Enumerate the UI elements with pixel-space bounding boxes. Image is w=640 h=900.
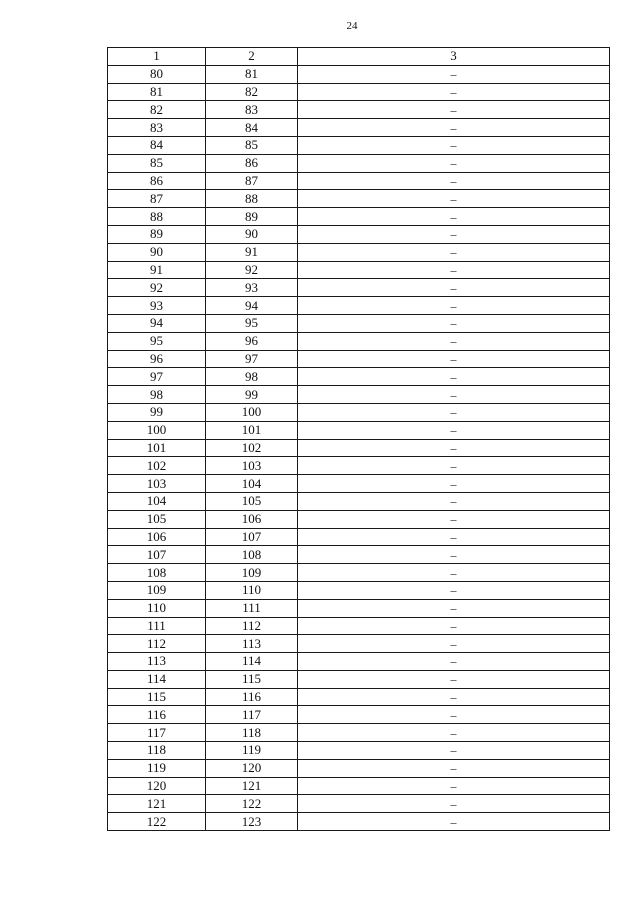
table-cell-col3: – bbox=[298, 190, 610, 208]
table-cell-col1: 106 bbox=[108, 528, 206, 546]
table-row bbox=[108, 154, 610, 172]
table-cell-col3: – bbox=[298, 350, 610, 368]
table-cell-col3: – bbox=[298, 225, 610, 243]
table-cell-col3: – bbox=[298, 279, 610, 297]
table-cell-col3: – bbox=[298, 546, 610, 564]
table-cell-col3: – bbox=[298, 332, 610, 350]
table-cell-col2: 123 bbox=[206, 813, 298, 831]
table-cell-col2: 110 bbox=[206, 581, 298, 599]
table-cell-col2: 106 bbox=[206, 510, 298, 528]
table-row bbox=[108, 457, 610, 475]
table-cell-col1: 84 bbox=[108, 136, 206, 154]
table-row bbox=[108, 350, 610, 368]
table-cell-col1: 118 bbox=[108, 742, 206, 760]
table-row bbox=[108, 190, 610, 208]
table-cell-col3: – bbox=[298, 670, 610, 688]
table-cell-col2: 117 bbox=[206, 706, 298, 724]
table-cell-col3: – bbox=[298, 314, 610, 332]
table-row bbox=[108, 297, 610, 315]
table-cell-col2: 111 bbox=[206, 599, 298, 617]
table-cell-col2: 99 bbox=[206, 386, 298, 404]
table-cell-col1: 96 bbox=[108, 350, 206, 368]
table-cell-col2: 104 bbox=[206, 475, 298, 493]
table-cell-col2: 87 bbox=[206, 172, 298, 190]
table-cell-col1: 92 bbox=[108, 279, 206, 297]
table-row bbox=[108, 759, 610, 777]
table-cell-col1: 81 bbox=[108, 83, 206, 101]
table-cell-col1: 89 bbox=[108, 225, 206, 243]
table-cell-col1: 119 bbox=[108, 759, 206, 777]
table-cell-col3: – bbox=[298, 759, 610, 777]
table-cell-col2: 108 bbox=[206, 546, 298, 564]
table-row bbox=[108, 813, 610, 831]
table-cell-col1: 121 bbox=[108, 795, 206, 813]
table-cell-col1: 102 bbox=[108, 457, 206, 475]
table-cell-col1: 85 bbox=[108, 154, 206, 172]
table-row bbox=[108, 243, 610, 261]
table-cell-col1: 104 bbox=[108, 492, 206, 510]
table-row bbox=[108, 581, 610, 599]
table-cell-col2: 86 bbox=[206, 154, 298, 172]
table-row bbox=[108, 225, 610, 243]
table-cell-col1: 86 bbox=[108, 172, 206, 190]
column-header-3: 3 bbox=[298, 48, 610, 66]
table-cell-col2: 122 bbox=[206, 795, 298, 813]
table-cell-col1: 122 bbox=[108, 813, 206, 831]
table-cell-col3: – bbox=[298, 653, 610, 671]
table-row bbox=[108, 332, 610, 350]
table-header-row bbox=[108, 48, 610, 66]
table-cell-col3: – bbox=[298, 795, 610, 813]
table-cell-col2: 92 bbox=[206, 261, 298, 279]
table-cell-col1: 112 bbox=[108, 635, 206, 653]
table-row bbox=[108, 688, 610, 706]
table-cell-col3: – bbox=[298, 742, 610, 760]
table-cell-col3: – bbox=[298, 439, 610, 457]
table-cell-col2: 102 bbox=[206, 439, 298, 457]
table-cell-col2: 82 bbox=[206, 83, 298, 101]
table-cell-col3: – bbox=[298, 635, 610, 653]
table-row bbox=[108, 724, 610, 742]
table-row bbox=[108, 617, 610, 635]
table-cell-col1: 87 bbox=[108, 190, 206, 208]
table-cell-col1: 91 bbox=[108, 261, 206, 279]
table-cell-col2: 115 bbox=[206, 670, 298, 688]
table-cell-col1: 93 bbox=[108, 297, 206, 315]
table-row bbox=[108, 635, 610, 653]
table-cell-col3: – bbox=[298, 83, 610, 101]
table-cell-col1: 113 bbox=[108, 653, 206, 671]
table-cell-col3: – bbox=[298, 386, 610, 404]
table-cell-col3: – bbox=[298, 599, 610, 617]
table-cell-col3: – bbox=[298, 777, 610, 795]
table-cell-col3: – bbox=[298, 101, 610, 119]
table-row bbox=[108, 546, 610, 564]
table-row bbox=[108, 564, 610, 582]
table-row bbox=[108, 65, 610, 83]
table-cell-col2: 112 bbox=[206, 617, 298, 635]
table-cell-col3: – bbox=[298, 581, 610, 599]
table-cell-col1: 90 bbox=[108, 243, 206, 261]
table-row bbox=[108, 279, 610, 297]
table-cell-col2: 93 bbox=[206, 279, 298, 297]
table-cell-col1: 95 bbox=[108, 332, 206, 350]
table-cell-col3: – bbox=[298, 136, 610, 154]
table-cell-col2: 116 bbox=[206, 688, 298, 706]
table-row bbox=[108, 742, 610, 760]
table-row bbox=[108, 439, 610, 457]
table-cell-col2: 81 bbox=[206, 65, 298, 83]
table-cell-col1: 116 bbox=[108, 706, 206, 724]
table-cell-col1: 111 bbox=[108, 617, 206, 635]
table-cell-col3: – bbox=[298, 261, 610, 279]
table-cell-col1: 100 bbox=[108, 421, 206, 439]
table-cell-col2: 121 bbox=[206, 777, 298, 795]
table-row bbox=[108, 172, 610, 190]
table-cell-col2: 83 bbox=[206, 101, 298, 119]
table-cell-col3: – bbox=[298, 119, 610, 137]
table-cell-col1: 97 bbox=[108, 368, 206, 386]
table-cell-col1: 114 bbox=[108, 670, 206, 688]
table-cell-col1: 120 bbox=[108, 777, 206, 795]
page-number: 24 bbox=[346, 20, 358, 32]
table-cell-col2: 100 bbox=[206, 403, 298, 421]
table-cell-col2: 109 bbox=[206, 564, 298, 582]
table-cell-col2: 85 bbox=[206, 136, 298, 154]
table-cell-col2: 119 bbox=[206, 742, 298, 760]
table-row bbox=[108, 510, 610, 528]
table-cell-col2: 103 bbox=[206, 457, 298, 475]
table-row bbox=[108, 261, 610, 279]
table-cell-col1: 117 bbox=[108, 724, 206, 742]
table-cell-col1: 107 bbox=[108, 546, 206, 564]
table-cell-col2: 90 bbox=[206, 225, 298, 243]
table-row bbox=[108, 314, 610, 332]
table-cell-col3: – bbox=[298, 457, 610, 475]
table-cell-col1: 105 bbox=[108, 510, 206, 528]
table-cell-col3: – bbox=[298, 403, 610, 421]
table-cell-col3: – bbox=[298, 297, 610, 315]
table-row bbox=[108, 653, 610, 671]
table-body bbox=[108, 65, 610, 830]
table-row bbox=[108, 706, 610, 724]
table-row bbox=[108, 368, 610, 386]
table-row bbox=[108, 492, 610, 510]
table-cell-col3: – bbox=[298, 492, 610, 510]
table-cell-col1: 110 bbox=[108, 599, 206, 617]
table-row bbox=[108, 83, 610, 101]
table-cell-col1: 103 bbox=[108, 475, 206, 493]
table-cell-col2: 84 bbox=[206, 119, 298, 137]
table-cell-col1: 109 bbox=[108, 581, 206, 599]
table-cell-col1: 94 bbox=[108, 314, 206, 332]
table-cell-col3: – bbox=[298, 688, 610, 706]
table-cell-col3: – bbox=[298, 65, 610, 83]
table-row bbox=[108, 208, 610, 226]
column-header-2: 2 bbox=[206, 48, 298, 66]
table-cell-col2: 96 bbox=[206, 332, 298, 350]
table-cell-col2: 91 bbox=[206, 243, 298, 261]
table-cell-col1: 83 bbox=[108, 119, 206, 137]
table-cell-col1: 108 bbox=[108, 564, 206, 582]
table-cell-col1: 88 bbox=[108, 208, 206, 226]
table-row bbox=[108, 136, 610, 154]
table-cell-col1: 80 bbox=[108, 65, 206, 83]
table-cell-col2: 94 bbox=[206, 297, 298, 315]
table-cell-col1: 99 bbox=[108, 403, 206, 421]
table-row bbox=[108, 101, 610, 119]
table-cell-col3: – bbox=[298, 564, 610, 582]
table-cell-col3: – bbox=[298, 724, 610, 742]
table-cell-col1: 115 bbox=[108, 688, 206, 706]
table-cell-col2: 105 bbox=[206, 492, 298, 510]
table-cell-col2: 95 bbox=[206, 314, 298, 332]
table-cell-col2: 114 bbox=[206, 653, 298, 671]
table-cell-col3: – bbox=[298, 475, 610, 493]
table-row bbox=[108, 421, 610, 439]
table-row bbox=[108, 670, 610, 688]
table-cell-col2: 88 bbox=[206, 190, 298, 208]
table-cell-col2: 97 bbox=[206, 350, 298, 368]
table-cell-col3: – bbox=[298, 368, 610, 386]
table-cell-col3: – bbox=[298, 617, 610, 635]
table-row bbox=[108, 403, 610, 421]
table-cell-col1: 98 bbox=[108, 386, 206, 404]
table-row bbox=[108, 386, 610, 404]
table-cell-col2: 89 bbox=[206, 208, 298, 226]
table-row bbox=[108, 599, 610, 617]
table-cell-col3: – bbox=[298, 421, 610, 439]
table-cell-col2: 120 bbox=[206, 759, 298, 777]
table-cell-col2: 98 bbox=[206, 368, 298, 386]
table-cell-col2: 107 bbox=[206, 528, 298, 546]
table-row bbox=[108, 795, 610, 813]
table-cell-col1: 82 bbox=[108, 101, 206, 119]
table-cell-col3: – bbox=[298, 154, 610, 172]
table-row bbox=[108, 119, 610, 137]
table-cell-col3: – bbox=[298, 528, 610, 546]
table-row bbox=[108, 475, 610, 493]
table-cell-col3: – bbox=[298, 172, 610, 190]
table-cell-col1: 101 bbox=[108, 439, 206, 457]
table-cell-col2: 118 bbox=[206, 724, 298, 742]
table-cell-col3: – bbox=[298, 208, 610, 226]
table-cell-col3: – bbox=[298, 706, 610, 724]
column-header-1: 1 bbox=[108, 48, 206, 66]
data-table bbox=[107, 47, 610, 831]
table-cell-col3: – bbox=[298, 510, 610, 528]
table-cell-col2: 113 bbox=[206, 635, 298, 653]
table-cell-col2: 101 bbox=[206, 421, 298, 439]
table-row bbox=[108, 777, 610, 795]
table-row bbox=[108, 528, 610, 546]
table-cell-col3: – bbox=[298, 813, 610, 831]
table-cell-col3: – bbox=[298, 243, 610, 261]
